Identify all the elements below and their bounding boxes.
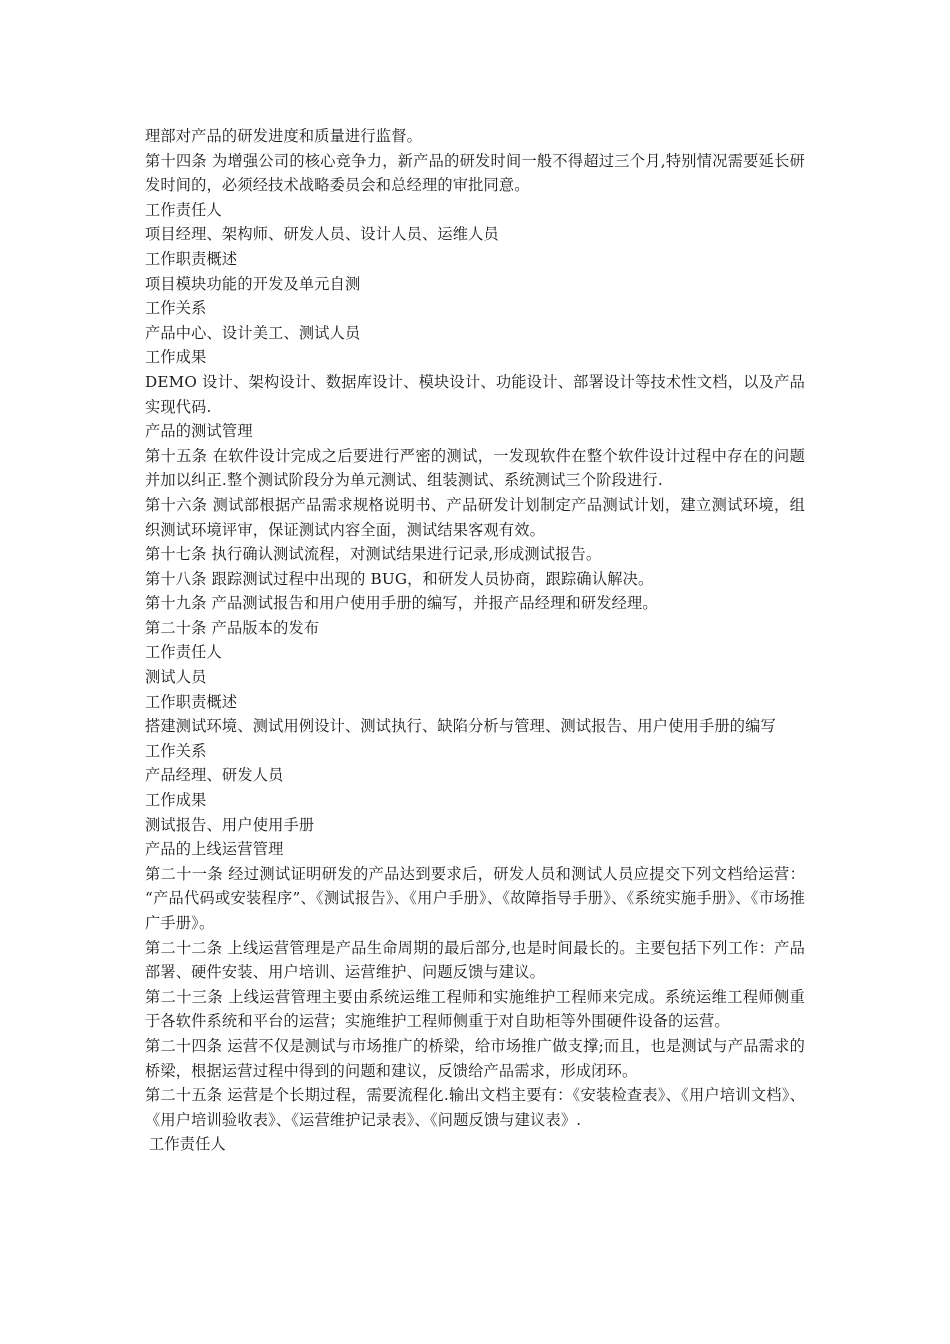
heading-responsible-person: 工作责任人 — [145, 643, 222, 662]
paragraph: 搭建测试环境、测试用例设计、测试执行、缺陷分析与管理、测试报告、用户使用手册的编写 — [145, 717, 776, 736]
heading-work-results: 工作成果 — [145, 348, 207, 367]
heading-responsible-person: 工作责任人 — [149, 1135, 226, 1154]
heading-work-results: 工作成果 — [145, 791, 207, 810]
article-22: 第二十二条 上线运营管理是产品生命周期的最后部分,也是时间最长的。主要包括下列工作：产品部署、硬件安装、用户培训、运营维护、问题反馈与建议。 — [145, 938, 805, 982]
paragraph: 理部对产品的研发进度和质量进行监督。 — [145, 127, 422, 145]
document-body — [145, 124, 805, 1157]
paragraph: 项目经理、架构师、研发人员、设计人员、运维人员 — [145, 225, 499, 244]
section-heading-testing: 产品的测试管理 — [145, 422, 253, 441]
article-14: 第十四条 为增强公司的核心竞争力，新产品的研发时间一般不得超过三个月,特别情况需要延长研发时间的，必须经技术战略委员会和总经理的审批同意。 — [145, 151, 805, 195]
article-25: 第二十五条 运营是个长期过程，需要流程化.输出文档主要有：《安装检查表》、《用户培训文档》、《用户培训验收表》、《运营维护记录表》、《问题反馈与建议表》. — [145, 1086, 805, 1129]
heading-work-relations: 工作关系 — [145, 299, 207, 318]
paragraph: 测试报告、用户使用手册 — [145, 815, 315, 834]
heading-duty-overview: 工作职责概述 — [145, 692, 238, 711]
section-heading-operations: 产品的上线运营管理 — [145, 840, 284, 859]
paragraph: DEMO 设计、架构设计、数据库设计、模块设计、功能设计、部署设计等技术性文档，以及产品实现代码. — [145, 372, 805, 416]
article-16: 第十六条 测试部根据产品需求规格说明书、产品研发计划制定产品测试计划，建立测试环境，组织测试环境评审，保证测试内容全面，测试结果客观有效。 — [145, 495, 805, 539]
article-19: 第十九条 产品测试报告和用户使用手册的编写，并报产品经理和研发经理。 — [145, 594, 658, 613]
heading-work-relations: 工作关系 — [145, 741, 207, 760]
article-23: 第二十三条 上线运营管理主要由系统运维工程师和实施维护工程师来完成。系统运维工程师侧重于各软件系统和平台的运营；实施维护工程师侧重于对自助柜等外围硬件设备的运营。 — [145, 987, 805, 1031]
article-21: 第二十一条 经过测试证明研发的产品达到要求后，研发人员和测试人员应提交下列文档给运营： “产品代码或安装程序”、《测试报告》、《用户手册》、《故障指导手册》、《系统实施手册》、《市场推广手册》。 — [145, 864, 805, 932]
paragraph: 测试人员 — [145, 668, 207, 687]
paragraph: 项目模块功能的开发及单元自测 — [145, 274, 361, 293]
article-18: 第十八条 跟踪测试过程中出现的 BUG，和研发人员协商，跟踪确认解决。 — [145, 569, 654, 588]
article-24: 第二十四条 运营不仅是测试与市场推广的桥梁，给市场推广做支撑;而且，也是测试与产品需求的桥梁，根据运营过程中得到的问题和建议，反馈给产品需求，形成闭环。 — [145, 1036, 805, 1080]
article-17: 第十七条 执行确认测试流程，对测试结果进行记录,形成测试报告。 — [145, 545, 602, 564]
article-15: 第十五条 在软件设计完成之后要进行严密的测试，一发现软件在整个软件设计过程中存在的问题并加以纠正.整个测试阶段分为单元测试、组装测试、系统测试三个阶段进行. — [145, 446, 805, 490]
paragraph: 产品经理、研发人员 — [145, 766, 284, 785]
paragraph: 产品中心、设计美工、测试人员 — [145, 323, 361, 342]
heading-duty-overview: 工作职责概述 — [145, 249, 238, 268]
heading-responsible-person: 工作责任人 — [145, 200, 222, 219]
article-20: 第二十条 产品版本的发布 — [145, 618, 320, 637]
